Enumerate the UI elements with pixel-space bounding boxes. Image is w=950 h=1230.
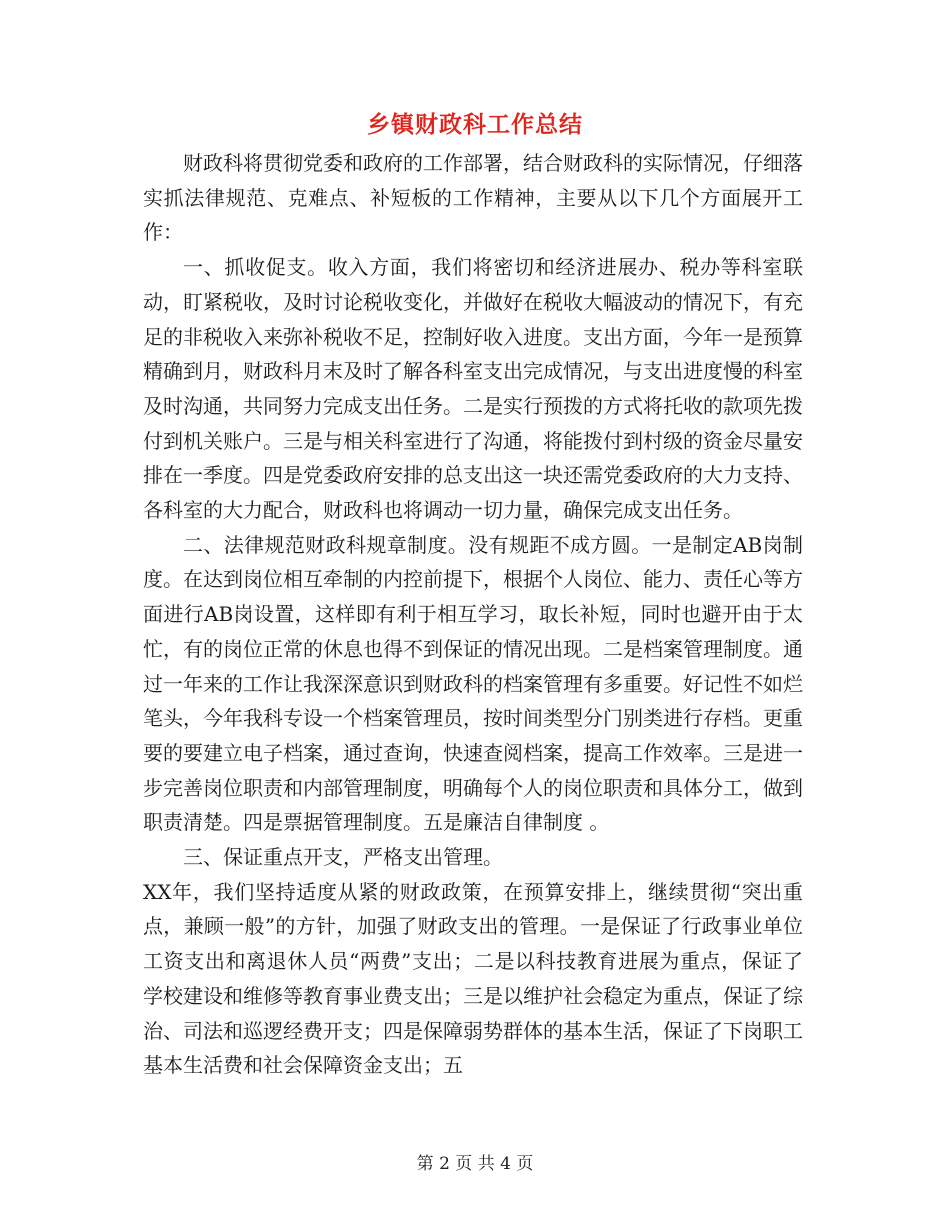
paragraph-intro: 财政科将贯彻党委和政府的工作部署，结合财政科的实际情况，仔细落实抓法律规范、克难点、补短板的工作精神，主要从以下几个方面展开工作：: [143, 151, 803, 245]
document-title: 乡镇财政科工作总结: [367, 111, 583, 138]
paragraph-section-3-body: XX年，我们坚持适度从紧的财政政策，在预算安排上，继续贯彻“突出重点，兼顾一般”的方针，加强了财政支出的管理。一是保证了行政事业单位工资支出和离退休人员“两费”支出；二是以科技教育进展为重点，保证了学校建设和维修等教育事业费支出；三是以维护社会稳定为重点，保证了综治、司法和巡逻经费开支；四是保障弱势群体的基本生活，保证了下岗职工基本生活费和社会保障资金支出；五: [143, 879, 803, 1078]
paragraph-section-2: 二、法律规范财政科规章制度。没有规距不成方圆。一是制定AB岗制度。在达到岗位相互牵制的内控前提下，根据个人岗位、能力、责任心等方面进行AB岗设置，这样即有利于相互学习，取长补短，同时也避开由于太忙，有的岗位正常的休息也得不到保证的情况出现。二是档案管理制度。通过一年来的工作让我深深意识到财政科的档案管理有多重要。好记性不如烂笔头，今年我科专设一个档案管理员，按时间类型分门别类进行存档。更重要的要建立电子档案，通过查询，快速查阅档案，提高工作效率。三是进一步完善岗位职责和内部管理制度，明确每个人的岗位职责和具体分工，做到职责清楚。四是票据管理制度。五是廉洁自律制度 。: [143, 532, 803, 835]
paragraph-section-1: 一、抓收促支。收入方面，我们将密切和经济进展办、税办等科室联动，盯紧税收，及时讨论税收变化，并做好在税收大幅波动的情况下，有充足的非税收入来弥补税收不足，控制好收入进度。支出方面，今年一是预算精确到月，财政科月末及时了解各科室支出完成情况，与支出进度慢的科室及时沟通，共同努力完成支出任务。二是实行预拨的方式将托收的款项先拨付到机关账户。三是与相关科室进行了沟通，将能拨付到村级的资金尽量安排在一季度。四是党委政府安排的总支出这一块还需党委政府的大力支持、各科室的大力配合，财政科也将调动一切力量，确保完成支出任务。: [143, 255, 803, 523]
document-body: [143, 146, 803, 1083]
paragraph-section-3-heading: 三、保证重点开支，严格支出管理。: [183, 845, 503, 870]
page-number-footer: 第 2 页 共 4 页: [416, 1154, 534, 1174]
